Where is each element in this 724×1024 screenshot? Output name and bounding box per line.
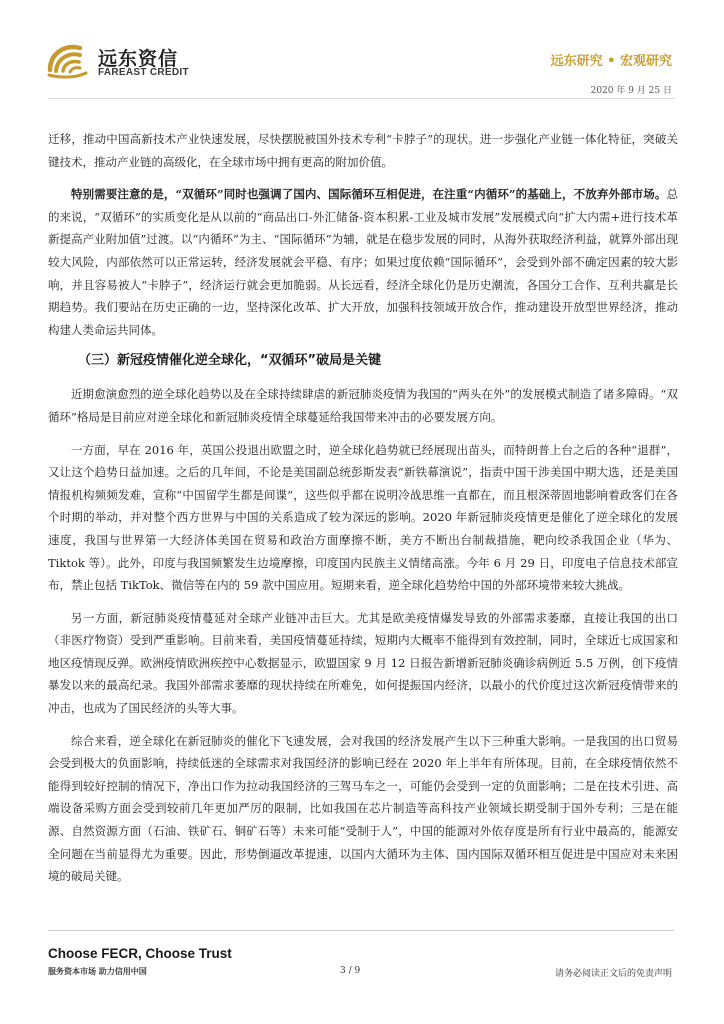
footer-slogan: Choose FECR, Choose Trust (48, 946, 232, 961)
page-number: 3 / 9 (340, 966, 361, 976)
logo-chinese-name: 远东资信 (98, 48, 179, 70)
fareast-credit-logo-icon (46, 40, 90, 80)
section-heading: （三）新冠疫情催化逆全球化，“双循环”破局是关键 (78, 353, 382, 369)
report-date: 2020 年 9 月 25 日 (590, 86, 672, 96)
paragraph-body: 总的来说，“双循环”的实质变化是从以前的“商品出口-外汇储备-资本积累-工业及城市发展”发展模式向“扩大内需+进行技术革新提高产业附加值”过渡。以“内循环”为主、“国际循环”为辅，就是在稳步发展的同时，从海外获取经济利益，就算外部出现较大风险，内部依然可以正常运转，经济发展就会平稳、有序；如果过度依赖“国际循环”，会受到外部不确定因素的较大影响，并且容易被人“卡脖子”，经济运行就会更加脆弱。从长远看，经济全球化仍是历史潮流，各国分工合作、互利共赢是长期趋势。我们要站在历史正确的一边，坚持深化改革、扩大开放，加强科技领域开放合作，推动建设开放型世界经济，推动构建人类命运共同体。 (48, 187, 678, 337)
paragraph-intro: 近期愈演愈烈的逆全球化趋势以及在全球持续肆虐的新冠肺炎疫情为我国的“两头在外”的发展模式制造了诸多障碍。“双循环”格局是目前应对逆全球化和新冠肺炎疫情全球蔓延给我国带来冲击的必要发展方向。 (48, 387, 678, 424)
document-body (48, 128, 678, 898)
paragraph-emphasis: 特别需要注意的是，“双循环”同时也强调了国内、国际循环互相促进，在注重“内循环”的基础上，不放弃外部市场。 (71, 187, 667, 202)
disclaimer-note: 请务必阅读正文后的免责声明 (554, 969, 672, 979)
page-footer (0, 930, 724, 1024)
paragraph-continuation: 迁移，推动中国高新技术产业快速发展，尽快摆脱被国外技术专利“卡脖子”的现状。进一步强化产业链一体化特征，突破关键技术，推动产业链的高级化，在全球市场中拥有更高的附加价值。 (48, 132, 678, 169)
paragraph-other-hand: 另一方面，新冠肺炎疫情蔓延对全球产业链冲击巨大。尤其是欧美疫情爆发导致的外部需求萎靡，直接让我国的出口（非医疗物资）受到严重影响。目前来看，美国疫情蔓延持续，短期内大概率不能得到有效控制，同时，全球近七成国家和地区疫情现反弹。欧洲疫情欧洲疾控中心数据显示，欧盟国家 9 月 12 日报告新增新冠肺炎确诊病例近 5.5 万例，创下疫情暴发以来的最高纪录。我国外部需求萎靡的现状持续在所难免，如何提振国内经济，以最小的代价度过这次新冠疫情带来的冲击，也成为了国民经济的头等大事。 (48, 610, 678, 716)
footer-sub-slogan: 服务资本市场 助力信用中国 (48, 967, 147, 976)
paragraph-double-circulation (48, 183, 678, 341)
footer-divider (48, 930, 674, 931)
logo-english-name: FAREAST CREDIT (98, 67, 189, 78)
paragraph-summary: 综合来看，逆全球化在新冠肺炎的催化下飞速发展，会对我国的经济发展产生以下三种重大影响。一是我国的出口贸易会受到极大的负面影响，持续低迷的全球需求对我国经济的影响已经在 2020 年上半年有所体现。目前，在全球疫情依然不能得到较好控制的情况下，净出口作为拉动我国经济的三驾马车之一，可能仍会受到一定的负面影响；二是在技术引进、高端设备采购方面会受到较前几年更加严厉的限制，比如我国在芯片制造等高科技产业领域长期受制于国外专利；三是在能源、自然资源方面（石油、铁矿石、铜矿石等）未来可能“受制于人”，中国的能源对外依存度是所有行业中最高的，能源安全问题在当前显得尤为重要。因此，形势倒逼改革提速，以国内大循环为主体、国内国际双循环相互促进是中国应对未来困境的破局关键。 (48, 733, 678, 884)
fareast-credit-logo (46, 40, 246, 80)
paragraph-one-hand: 一方面，早在 2016 年，英国公投退出欧盟之时，逆全球化趋势就已经展现出苗头，而特朗普上台之后的各种“退群”，又让这个趋势日益加速。之后的几年间，不论是美国副总统彭斯发表“新铁幕演说”，指责中国干涉美国中期大选，还是美国情报机构频频发难，宣称“中国留学生都是间谍”，这些似乎都在说明冷战思维一直都在，而且根深蒂固地影响着政客们在各个时期的举动，并对整个西方世界与中国的关系造成了较为深远的影响。2020 年新冠肺炎疫情更是催化了逆全球化的发展速度，我国与世界第一大经济体美国在贸易和政治方面摩擦不断，美方不断出台制裁措施，靶向绞杀我国企业（华为、Tiktok 等）。此外，印度与我国频繁发生边境摩擦，印度国内民族主义情绪高涨。今年 6 月 29 日，印度电子信息技术部宣布，禁止包括 TikTok、微信等在内的 59 款中国应用。短期来看，逆全球化趋势给中国的外部环境带来较大挑战。 (48, 442, 678, 593)
report-type-label: 远东研究 • 宏观研究 (550, 54, 672, 69)
header-divider (48, 98, 674, 99)
page-header (0, 0, 724, 100)
